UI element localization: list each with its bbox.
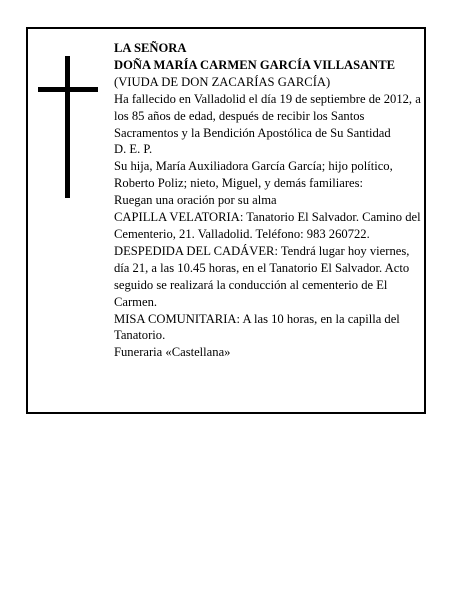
cross-horizontal-bar bbox=[38, 87, 98, 92]
obituary-notice bbox=[26, 27, 426, 414]
chapel-info: CAPILLA VELATORIA: Tanatorio El Salvador. Camino del Cementerio, 21. Valladolid. Teléfono: 983 260722. bbox=[114, 210, 421, 241]
mass-info: MISA COMUNITARIA: A las 10 horas, en la capilla del Tanatorio. bbox=[114, 311, 400, 343]
farewell-info: DESPEDIDA DEL CADÁVER: Tendrá lugar hoy viernes, día 21, a las 10.45 horas, en el Tanatorio El Salvador. Acto seguido se realizará la conducción al cementerio de El Carmen. bbox=[114, 243, 410, 309]
prayer-line: Ruegan una oración por su alma bbox=[114, 193, 277, 208]
widow-line: (VIUDA DE DON ZACARÍAS GARCÍA) bbox=[114, 74, 331, 89]
cross-vertical-bar bbox=[65, 56, 70, 198]
notice-title: LA SEÑORA bbox=[114, 41, 187, 55]
funeral-home: Funeraria «Castellana» bbox=[114, 345, 231, 360]
notice-text bbox=[114, 40, 426, 361]
family-line: Su hija, María Auxiliadora García García; hijo político, Roberto Poliz; nieto, Miguel, y demás familiares: bbox=[114, 159, 393, 191]
death-statement: Ha fallecido en Valladolid el día 19 de septiembre de 2012, a los 85 años de edad, después de recibir los Santos Sacramentos y la Bendición Apostólica de Su Santidad bbox=[114, 91, 421, 140]
cross-icon bbox=[38, 56, 98, 198]
deceased-name: DOÑA MARÍA CARMEN GARCÍA VILLASANTE bbox=[114, 57, 396, 72]
dep-line: D. E. P. bbox=[114, 142, 153, 157]
